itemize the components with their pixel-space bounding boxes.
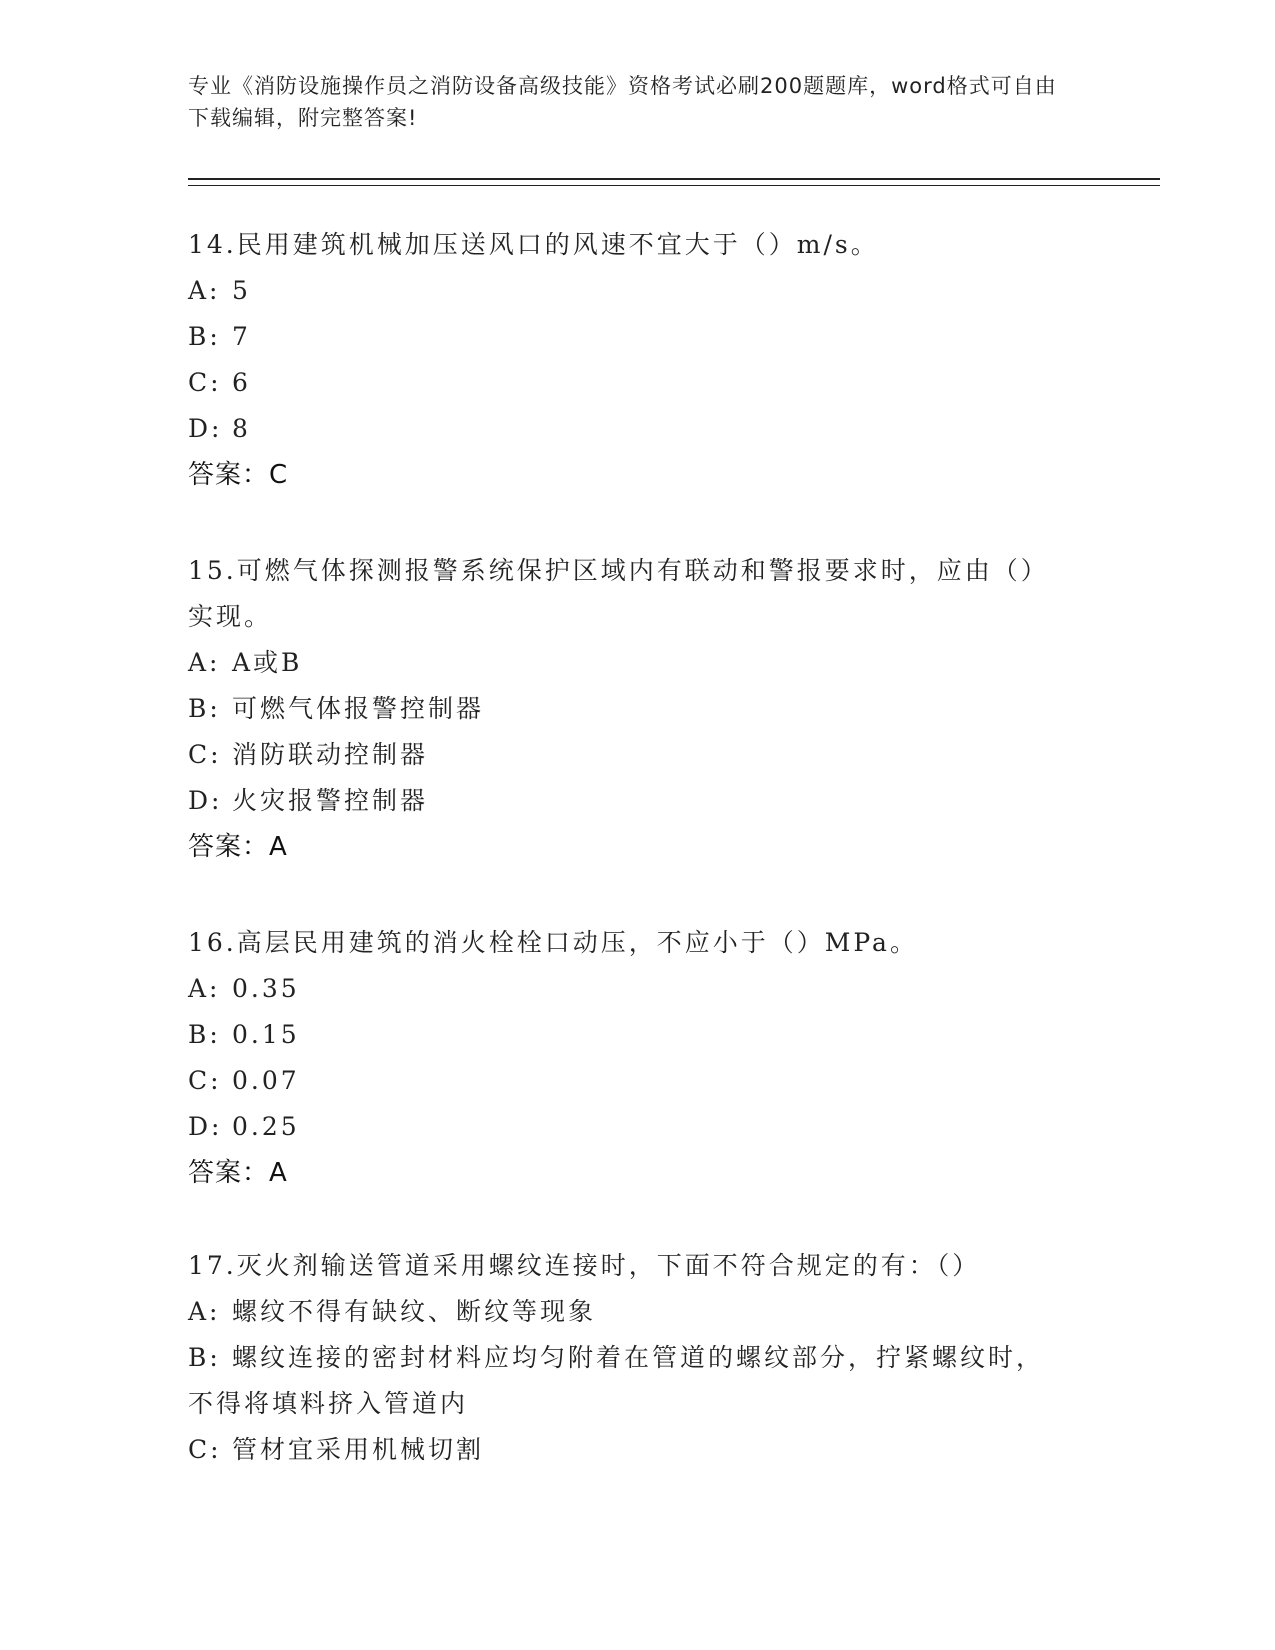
question-stem: 17.灭火剂输送管道采用螺纹连接时，下面不符合规定的有：（） (188, 1251, 981, 1280)
question-stem: 14.民用建筑机械加压送风口的风速不宜大于（）m/s。 (188, 230, 879, 259)
option-a (188, 1289, 1068, 1335)
option-key: C: (188, 1066, 222, 1095)
question-16 (188, 920, 1068, 1196)
option-text: A或B (232, 648, 303, 677)
answer: 答案：A (188, 832, 288, 862)
option-text: 0.25 (232, 1112, 300, 1141)
option-text: 6 (232, 368, 251, 397)
option-c (188, 360, 1068, 406)
question-15 (188, 548, 1068, 870)
option-text: 5 (232, 276, 251, 305)
option-text: 螺纹连接的密封材料应均匀附着在管道的螺纹部分，拧紧螺纹时， (232, 1343, 1045, 1372)
option-key: A: (188, 1297, 221, 1326)
option-text: 管材宜采用机械切割 (232, 1435, 485, 1464)
option-c (188, 1058, 1068, 1104)
option-b (188, 314, 1068, 360)
option-b-continued: 不得将填料挤入管道内 (188, 1389, 469, 1418)
option-text: 0.07 (232, 1066, 300, 1095)
option-text: 0.15 (232, 1020, 300, 1049)
option-text: 8 (232, 414, 251, 443)
option-key: A: (188, 276, 221, 305)
option-text: 螺纹不得有缺纹、断纹等现象 (232, 1297, 597, 1326)
question-stem-continued: 实现。 (188, 602, 273, 631)
option-b (188, 1335, 1068, 1381)
option-key: B: (188, 694, 221, 723)
answer: 答案：C (188, 460, 289, 490)
option-c (188, 1427, 1068, 1473)
document-header (188, 70, 1068, 134)
option-a (188, 640, 1068, 686)
option-d (188, 406, 1068, 452)
option-key: C: (188, 368, 222, 397)
option-key: B: (188, 1343, 221, 1372)
option-key: D: (188, 786, 223, 815)
option-key: B: (188, 322, 221, 351)
answer: 答案：A (188, 1158, 288, 1188)
question-14 (188, 222, 1068, 498)
question-17 (188, 1243, 1068, 1473)
header-text: 专业《消防设施操作员之消防设备高级技能》资格考试必刷200题题库，word格式可自由下载编辑，附完整答案! (188, 74, 1057, 130)
option-key: A: (188, 648, 221, 677)
option-key: A: (188, 974, 221, 1003)
option-key: D: (188, 1112, 223, 1141)
option-key: C: (188, 1435, 222, 1464)
option-a (188, 966, 1068, 1012)
option-d (188, 778, 1068, 824)
option-text: 0.35 (232, 974, 300, 1003)
option-key: B: (188, 1020, 221, 1049)
option-c (188, 732, 1068, 778)
option-text: 可燃气体报警控制器 (232, 694, 485, 723)
option-text: 7 (232, 322, 251, 351)
header-divider (188, 178, 1160, 186)
question-stem: 15.可燃气体探测报警系统保护区域内有联动和警报要求时，应由（） (188, 556, 1049, 585)
option-text: 消防联动控制器 (232, 740, 429, 769)
option-key: D: (188, 414, 223, 443)
question-stem: 16.高层民用建筑的消火栓栓口动压，不应小于（）MPa。 (188, 928, 918, 957)
option-key: C: (188, 740, 222, 769)
option-b (188, 686, 1068, 732)
option-d (188, 1104, 1068, 1150)
option-text: 火灾报警控制器 (232, 786, 429, 815)
option-b (188, 1012, 1068, 1058)
option-a (188, 268, 1068, 314)
